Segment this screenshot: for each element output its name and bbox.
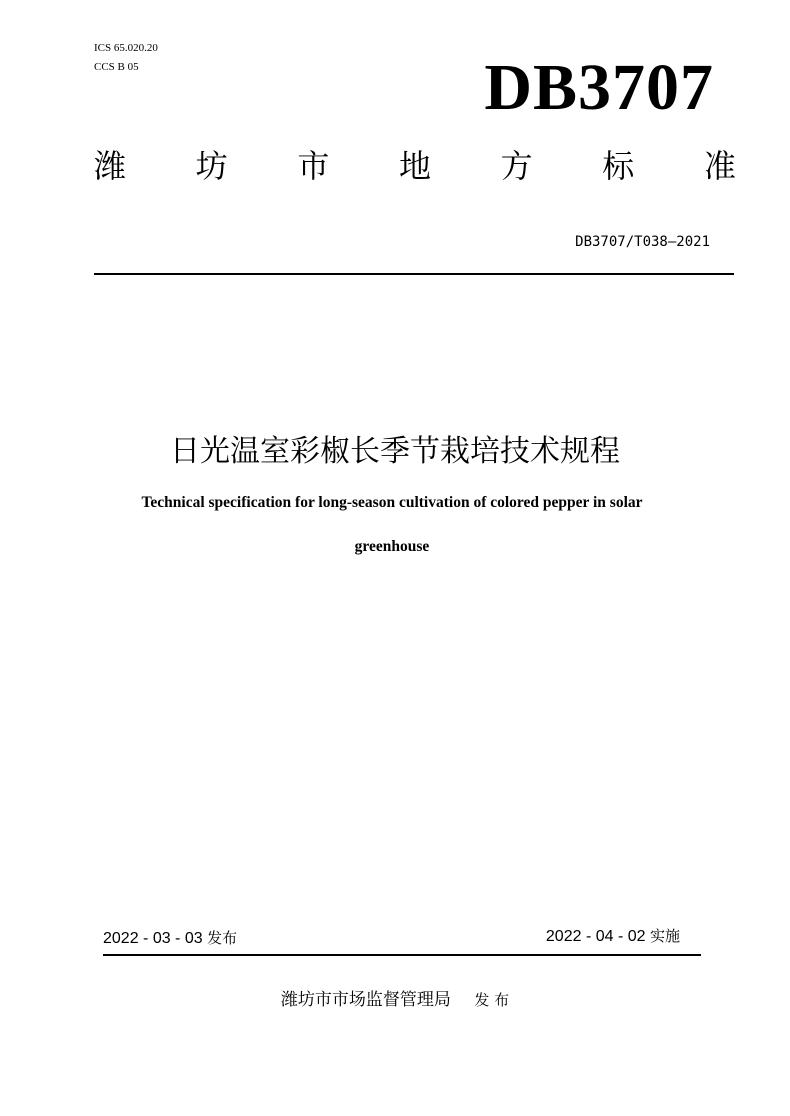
standard-type-char: 准 (703, 147, 736, 185)
ics-code: ICS 65.020.20 (94, 42, 158, 54)
standard-type-char: 方 (500, 147, 533, 185)
standard-code: DB3707 (484, 51, 714, 124)
title-english-line2: greenhouse (354, 538, 430, 555)
standard-type (94, 142, 736, 190)
standard-number: DB3707/T038—2021 (575, 234, 710, 250)
publisher-name: 潍坊市市场监督管理局 (280, 990, 451, 1010)
standard-type-char: 坊 (195, 147, 228, 185)
implementation-label: 实施 (649, 927, 680, 945)
implementation-date-block (546, 925, 680, 948)
publish-action: 发 布 (474, 991, 510, 1009)
header-divider (94, 273, 734, 275)
title-chinese: 日光温室彩椒长季节栽培技术规程 (170, 434, 620, 469)
standard-type-char: 地 (398, 147, 431, 185)
standard-type-char: 市 (297, 147, 330, 185)
publisher-line (0, 988, 790, 1012)
issue-date: 2022 - 03 - 03 (103, 930, 203, 947)
issue-date-block (103, 927, 237, 950)
standard-type-char: 潍 (94, 147, 127, 185)
footer-divider (103, 954, 701, 956)
ccs-code: CCS B 05 (94, 61, 139, 73)
implementation-date: 2022 - 04 - 02 (545, 928, 646, 945)
issue-label: 发布 (207, 929, 238, 947)
standard-type-char: 标 (602, 147, 635, 185)
title-english-line1: Technical specification for long-season cultivation of colored pepper in solar (141, 494, 643, 511)
